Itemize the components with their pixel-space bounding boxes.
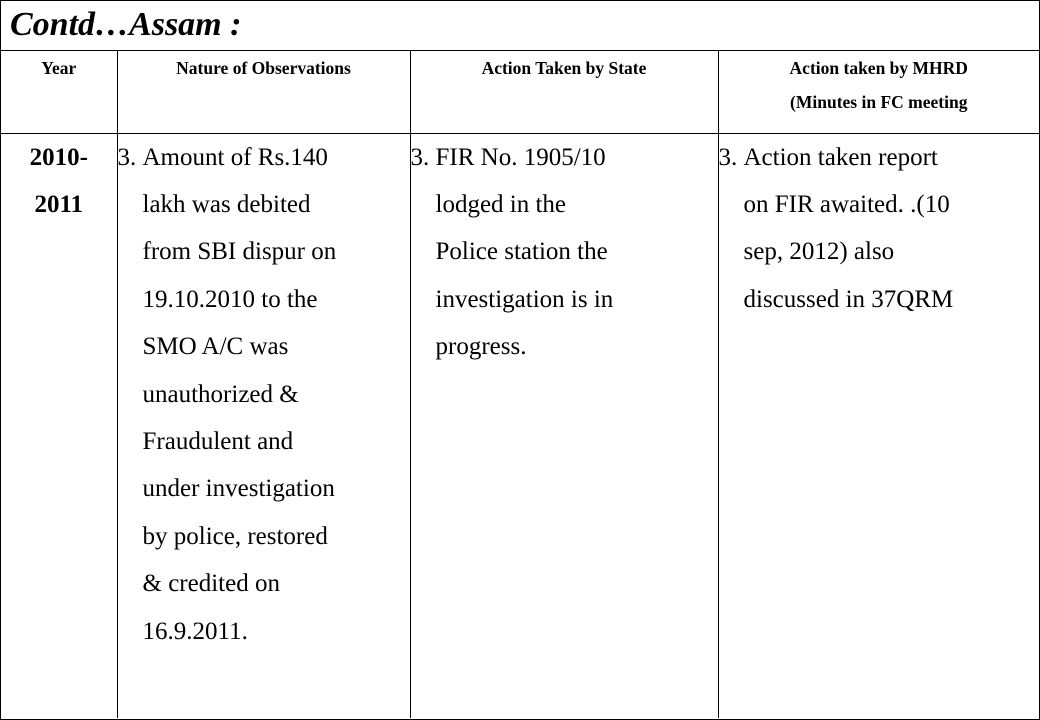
action-by-mhrd-cell [718,133,1039,718]
header-year: Year [1,51,117,133]
action-by-state-cell [410,133,718,718]
header-nature-of-observations: Nature of Observations [117,51,410,133]
state-action-item [411,134,718,371]
item-number: 3. [718,143,744,171]
state-action-text: FIR No. 1905/10 lodged in the Police station the investigation is in progress. [435,143,614,361]
item-number: 3. [410,143,436,171]
page-title: Contd…Assam : [10,6,242,43]
nature-of-observation-cell [117,133,410,718]
observation-item [118,134,410,655]
table-header-row [1,51,1039,133]
year-cell: 2010- 2011 [1,133,117,718]
item-number: 3. [117,143,143,171]
mhrd-action-text: Action taken report on FIR awaited. .(10 sep, 2012) also discussed in 37QRM [743,143,954,313]
observation-text: Amount of Rs.140 lakh was debited from SBI dispur on 19.10.2010 to the SMO A/C was unauthorized & Fraudulent and under investigation by police, restored & credited on 16.9.2011. [142,143,337,645]
observations-table [1,51,1039,718]
mhrd-action-item [719,134,1040,324]
title-row [1,1,1039,51]
table-row [1,133,1039,718]
header-action-taken-by-mhrd: Action taken by MHRD (Minutes in FC meeting [718,51,1039,133]
header-action-taken-by-state: Action Taken by State [410,51,718,133]
